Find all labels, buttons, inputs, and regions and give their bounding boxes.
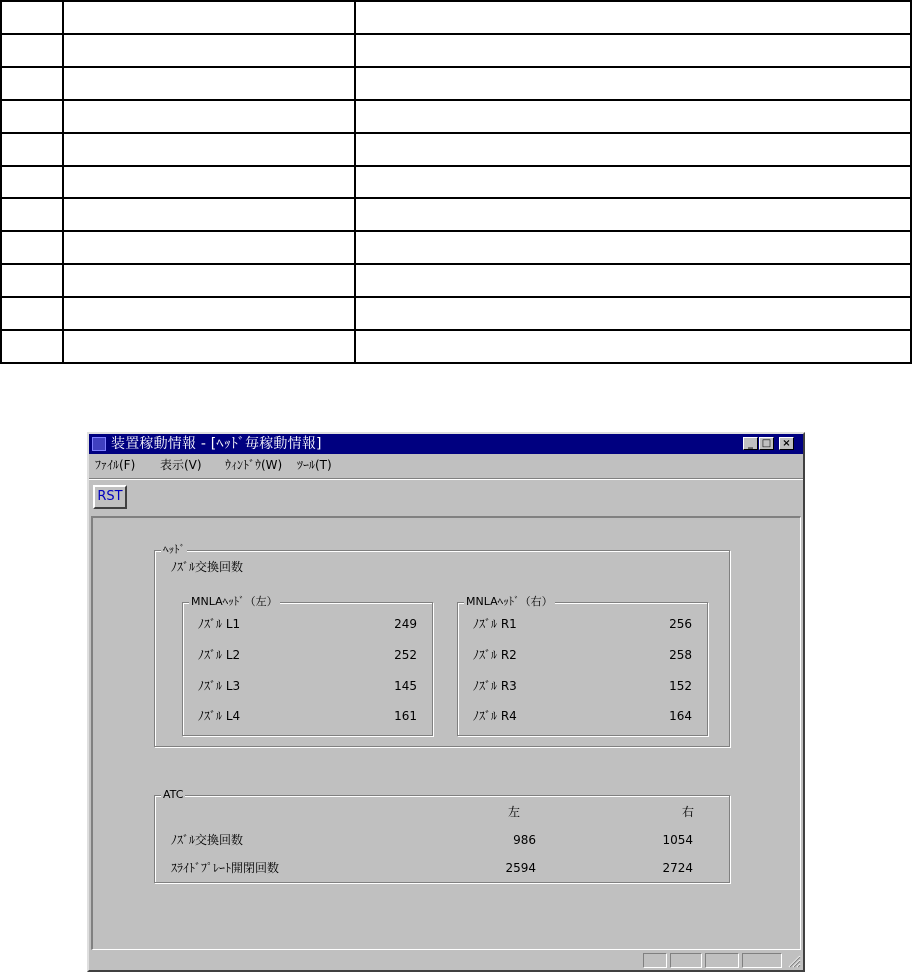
right-head-label: MNLAﾍｯﾄﾞ（右） xyxy=(466,595,553,608)
menu-window[interactable]: ｳｨﾝﾄﾞｳ(W) xyxy=(225,458,283,472)
atc-nozzle-change-right: 1054 xyxy=(662,833,693,847)
close-icon: × xyxy=(782,438,791,449)
menu-bar xyxy=(89,456,803,474)
nozzle-r4-label: ﾉｽﾞﾙ R4 xyxy=(473,709,517,723)
status-panel xyxy=(670,953,702,968)
atc-left-column-header: 左 xyxy=(508,805,521,819)
nozzle-l2-label: ﾉｽﾞﾙ L2 xyxy=(198,648,241,662)
head-group xyxy=(154,543,730,747)
table-row xyxy=(1,1,911,34)
table-row xyxy=(1,264,911,297)
atc-nozzle-change-label: ﾉｽﾞﾙ交換回数 xyxy=(171,833,244,847)
table-row xyxy=(1,67,911,100)
atc-right-column-header: 右 xyxy=(682,805,695,819)
nozzle-l4-value: 161 xyxy=(394,709,417,723)
nozzle-l4-label: ﾉｽﾞﾙ L4 xyxy=(198,709,241,723)
table-row xyxy=(1,330,911,363)
nozzle-l3-value: 145 xyxy=(394,679,417,693)
menu-view[interactable]: 表示(V) xyxy=(160,458,202,472)
nozzle-r1-value: 256 xyxy=(669,617,692,631)
nozzle-l2-value: 252 xyxy=(394,648,417,662)
nozzle-r3-label: ﾉｽﾞﾙ R3 xyxy=(473,679,517,693)
atc-slide-plate-label: ｽﾗｲﾄﾞﾌﾟﾚｰﾄ開閉回数 xyxy=(171,861,280,875)
left-head-group xyxy=(182,595,433,736)
resize-grip-icon[interactable] xyxy=(787,954,801,968)
menu-tools[interactable]: ﾂｰﾙ(T) xyxy=(297,458,332,472)
nozzle-r1-label: ﾉｽﾞﾙ R1 xyxy=(473,617,517,631)
app-icon[interactable] xyxy=(92,437,106,451)
nozzle-r2-label: ﾉｽﾞﾙ R2 xyxy=(473,648,517,662)
status-panel xyxy=(705,953,739,968)
atc-group xyxy=(154,788,730,883)
window-title: 装置稼動情報 - [ﾍｯﾄﾞ毎稼動情報] xyxy=(111,436,322,452)
nozzle-r3-value: 152 xyxy=(669,679,692,693)
head-group-label: ﾍｯﾄﾞ xyxy=(163,543,185,556)
nozzle-l3-label: ﾉｽﾞﾙ L3 xyxy=(198,679,241,693)
table-row xyxy=(1,198,911,231)
atc-nozzle-change-left: 986 xyxy=(513,833,536,847)
app-window xyxy=(87,432,805,972)
nozzle-l1-value: 249 xyxy=(394,617,417,631)
minimize-icon: _ xyxy=(748,438,753,449)
client-area xyxy=(91,516,801,950)
empty-grid-table xyxy=(0,0,912,364)
atc-slide-plate-left: 2594 xyxy=(505,861,536,875)
atc-slide-plate-right: 2724 xyxy=(662,861,693,875)
nozzle-change-count-heading: ﾉｽﾞﾙ交換回数 xyxy=(171,560,244,574)
table-row xyxy=(1,231,911,264)
menu-file[interactable]: ﾌｧｲﾙ(F) xyxy=(95,458,136,472)
close-button[interactable] xyxy=(779,437,794,450)
table-row xyxy=(1,100,911,133)
status-bar xyxy=(89,950,803,970)
nozzle-r4-value: 164 xyxy=(669,709,692,723)
nozzle-r2-value: 258 xyxy=(669,648,692,662)
nozzle-l1-label: ﾉｽﾞﾙ L1 xyxy=(198,617,241,631)
maximize-icon: □ xyxy=(761,438,772,449)
table-row xyxy=(1,166,911,199)
title-bar[interactable] xyxy=(89,434,803,454)
minimize-button[interactable] xyxy=(743,437,758,450)
maximize-button[interactable] xyxy=(759,437,774,450)
atc-group-label: ATC xyxy=(163,788,184,801)
toolbar-divider xyxy=(89,478,803,480)
table-row xyxy=(1,34,911,67)
table-row xyxy=(1,297,911,330)
table-row xyxy=(1,133,911,166)
left-head-label: MNLAﾍｯﾄﾞ（左） xyxy=(191,595,278,608)
right-head-group xyxy=(457,595,708,736)
rst-button[interactable]: RST xyxy=(93,485,127,509)
status-panel xyxy=(643,953,667,968)
status-panel xyxy=(742,953,782,968)
